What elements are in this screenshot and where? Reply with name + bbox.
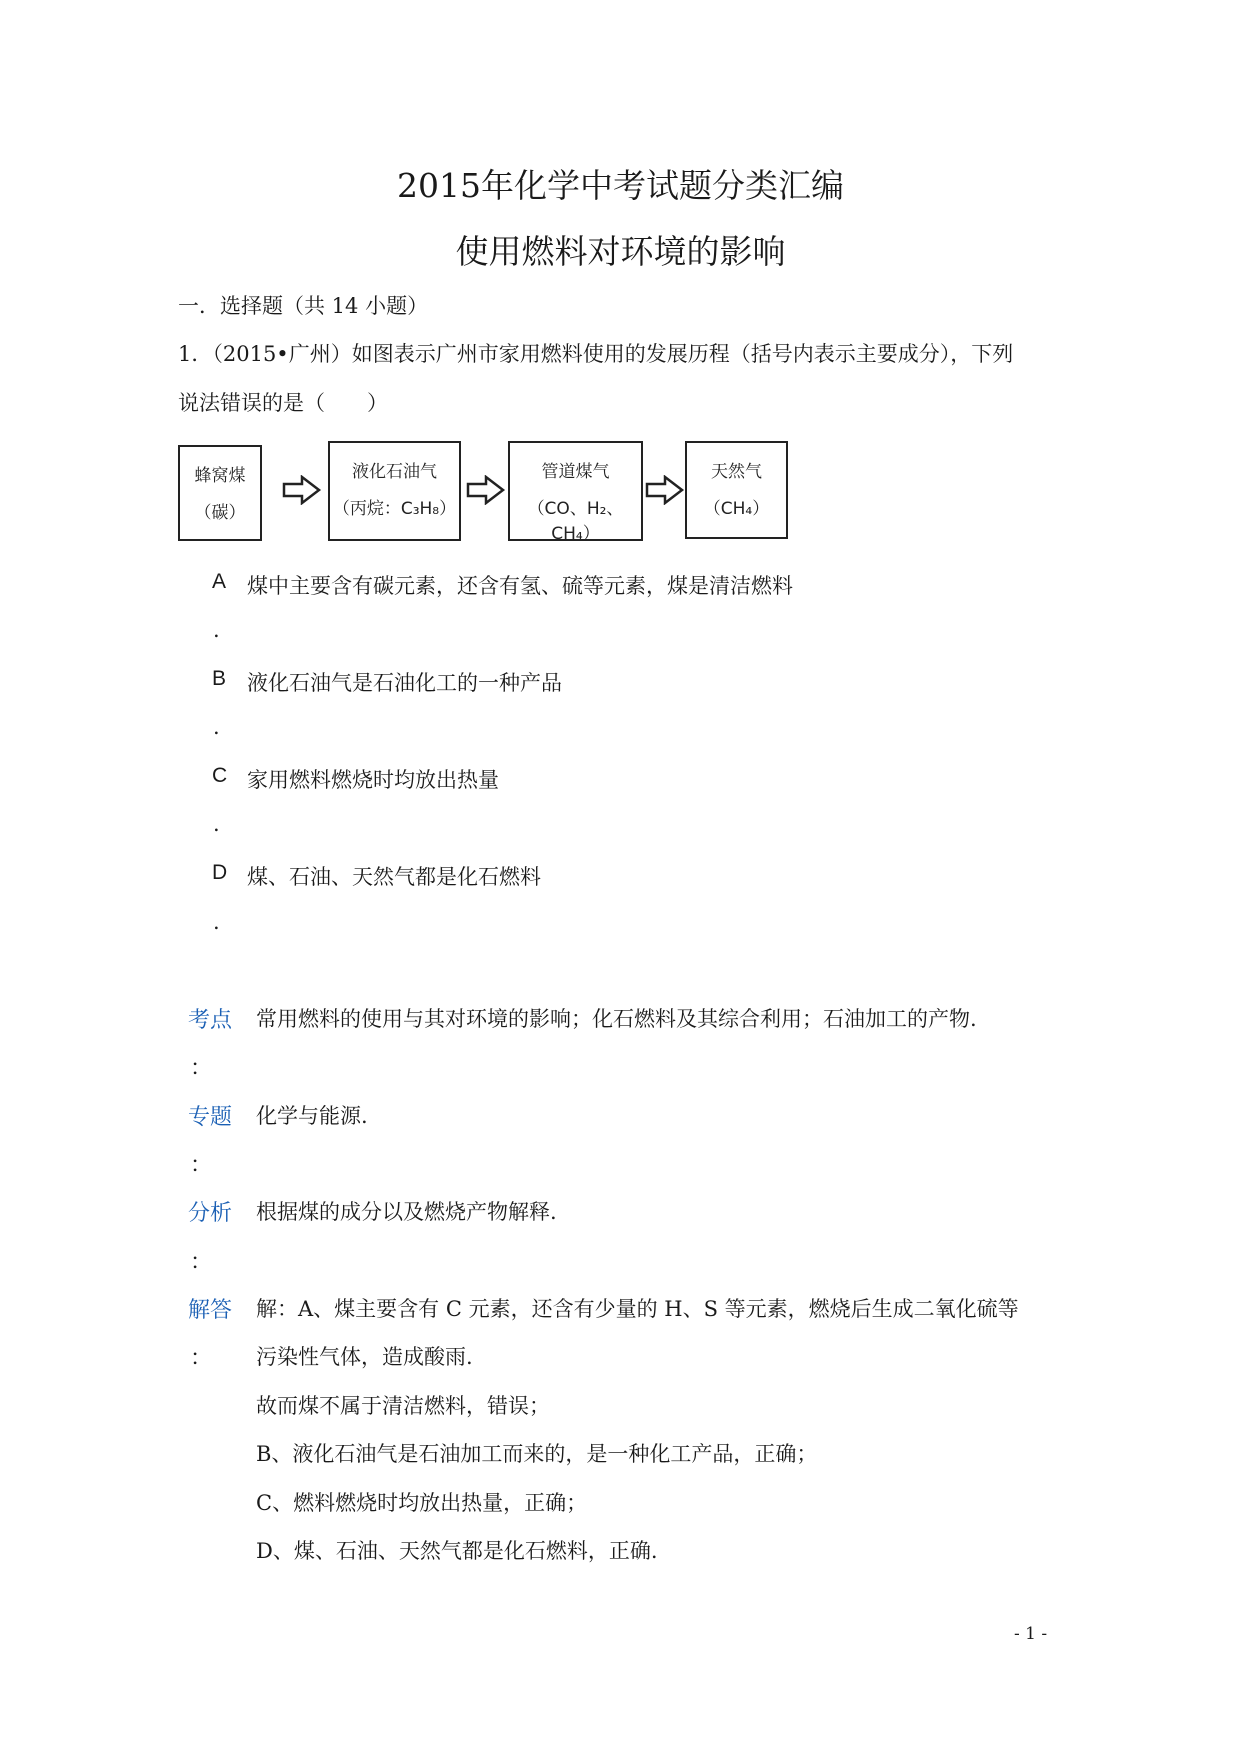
fuel-history-diagram xyxy=(178,441,798,545)
option-a-dot: . xyxy=(213,618,220,642)
option-c-dot: . xyxy=(213,812,220,836)
jieda-line: C、燃料燃烧时均放出热量，正确； xyxy=(256,1491,588,1515)
hollow-right-arrow-icon xyxy=(466,475,506,505)
flow-box-name: 天然气 xyxy=(711,462,762,482)
option-c-letter: C xyxy=(212,764,228,787)
option-d-text: 煤、石油、天然气都是化石燃料 xyxy=(247,865,541,889)
page-subtitle: 使用燃料对环境的影响 xyxy=(455,232,786,271)
option-c-text: 家用燃料燃烧时均放出热量 xyxy=(247,768,499,792)
option-b-letter: B xyxy=(212,667,227,690)
flow-box-component: （丙烷：C₃H₈） xyxy=(332,499,457,519)
jieda-colon: ： xyxy=(190,1346,213,1371)
flow-box-lpg xyxy=(328,441,461,541)
jieda-line: 故而煤不属于清洁燃料，错误； xyxy=(256,1394,550,1418)
question-text-line-1: 1．（2015•广州）如图表示广州市家用燃料使用的发展历程（括号内表示主要成分），下列 xyxy=(178,342,1014,366)
flow-box-component: （碳） xyxy=(194,503,246,523)
jieda-line: 解：A、煤主要含有 C 元素，还含有少量的 H、S 等元素，燃烧后生成二氧化硫等 xyxy=(256,1297,1019,1321)
kaodian-text: 常用燃料的使用与其对环境的影响；化石燃料及其综合利用；石油加工的产物. xyxy=(256,1007,977,1031)
jieda-line: D、煤、石油、天然气都是化石燃料，正确. xyxy=(256,1539,658,1563)
hollow-right-arrow-icon xyxy=(645,475,685,505)
fenxi-text: 根据煤的成分以及燃烧产物解释. xyxy=(256,1200,557,1224)
page-number: - 1 - xyxy=(1014,1624,1048,1644)
option-a-text: 煤中主要含有碳元素，还含有氢、硫等元素，煤是清洁燃料 xyxy=(247,574,793,598)
flow-box-component: （CH₄） xyxy=(703,499,770,519)
flow-box-honeycomb-coal xyxy=(178,445,262,541)
flow-box-natural-gas xyxy=(685,441,788,539)
page-title: 2015年化学中考试题分类汇编 xyxy=(397,166,844,205)
jieda-label: 解答 xyxy=(188,1298,233,1323)
zhuanti-text: 化学与能源. xyxy=(256,1104,368,1128)
option-d-dot: . xyxy=(213,910,220,934)
flow-box-name: 管道煤气 xyxy=(541,462,610,482)
option-b-dot: . xyxy=(213,715,220,739)
option-d-letter: D xyxy=(212,861,228,884)
kaodian-colon: ： xyxy=(190,1056,213,1081)
option-b-text: 液化石油气是石油化工的一种产品 xyxy=(247,671,562,695)
zhuanti-label: 专题 xyxy=(188,1105,233,1130)
jieda-line: B、液化石油气是石油加工而来的，是一种化工产品，正确； xyxy=(256,1442,818,1466)
jieda-line: 污染性气体，造成酸雨. xyxy=(256,1345,473,1369)
flow-box-name: 液化石油气 xyxy=(352,462,437,482)
fenxi-colon: ： xyxy=(190,1250,213,1275)
fenxi-label: 分析 xyxy=(188,1201,233,1226)
flow-box-name: 蜂窝煤 xyxy=(194,466,246,486)
question-text-line-2: 说法错误的是（ ） xyxy=(178,391,388,415)
hollow-right-arrow-icon xyxy=(282,475,322,505)
flow-box-pipeline-gas xyxy=(508,441,643,544)
kaodian-label: 考点 xyxy=(188,1008,233,1033)
flow-box-component: （CO、H₂、CH₄） xyxy=(527,499,624,544)
zhuanti-colon: ： xyxy=(190,1153,213,1178)
section-heading: 一．选择题（共 14 小题） xyxy=(178,294,429,318)
option-a-letter: A xyxy=(212,570,227,593)
